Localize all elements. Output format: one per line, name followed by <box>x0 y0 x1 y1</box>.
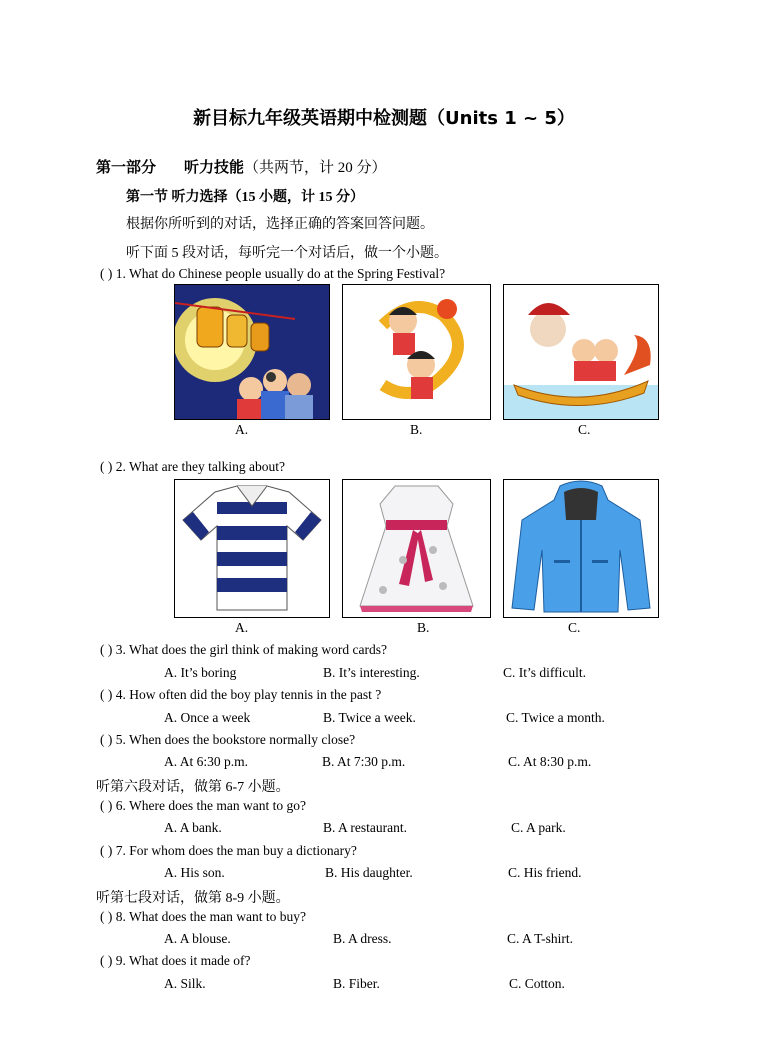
option-2c[interactable]: C. <box>568 620 581 635</box>
dress-image <box>342 479 491 618</box>
part-note: （共两节，计 20 分） <box>244 160 387 176</box>
answer-bracket[interactable]: ( ) <box>100 459 113 474</box>
option-9c[interactable]: C. Cotton. <box>509 976 565 991</box>
option-5c[interactable]: C. At 8:30 p.m. <box>508 754 592 769</box>
option-9a[interactable]: A. Silk. <box>164 976 206 991</box>
option-7c[interactable]: C. His friend. <box>508 865 582 880</box>
option-6a[interactable]: A. A bank. <box>164 820 222 835</box>
option-8b[interactable]: B. A dress. <box>333 931 392 946</box>
option-1a[interactable]: A. <box>235 422 249 437</box>
page-title: 新目标九年级英语期中检测题（Units 1 ~ 5） <box>193 108 575 129</box>
option-7a[interactable]: A. His son. <box>164 865 225 880</box>
option-8a[interactable]: A. A blouse. <box>164 931 231 946</box>
option-7b[interactable]: B. His daughter. <box>325 865 413 880</box>
answer-bracket[interactable]: ( ) <box>100 642 113 657</box>
option-5b[interactable]: B. At 7:30 p.m. <box>322 754 406 769</box>
option-5a[interactable]: A. At 6:30 p.m. <box>164 754 249 769</box>
part-label: 第一部分 <box>96 158 157 176</box>
option-4a[interactable]: A. Once a week <box>164 710 251 725</box>
question-1: ( ) 1. What do Chinese people usually do at the Spring Festival? <box>100 266 446 281</box>
option-1c[interactable]: C. <box>578 422 591 437</box>
question-7: ( ) 7. For whom does the man buy a dictionary? <box>100 843 357 858</box>
question-6: ( ) 6. Where does the man want to go? <box>100 798 306 813</box>
dialog-6-note: 听第六段对话，做第 6-7 小题。 <box>96 780 290 795</box>
question-2: ( ) 2. What are they talking about? <box>100 459 285 474</box>
part-skill: 听力技能 <box>184 158 245 176</box>
dialog-7-note: 听第七段对话，做第 8-9 小题。 <box>96 891 290 906</box>
instruction-2: 听下面 5 段对话，每听完一个对话后，做一个小题。 <box>126 246 448 261</box>
question-5: ( ) 5. When does the bookstore normally close? <box>100 732 356 747</box>
option-1b[interactable]: B. <box>410 422 423 437</box>
option-9b[interactable]: B. Fiber. <box>333 976 380 991</box>
option-4c[interactable]: C. Twice a month. <box>506 710 605 725</box>
answer-bracket[interactable]: ( ) <box>100 266 113 281</box>
lantern-family-image <box>174 284 330 420</box>
dragon-dance-image <box>342 284 491 420</box>
answer-bracket[interactable]: ( ) <box>100 732 113 747</box>
option-8c[interactable]: C. A T-shirt. <box>507 931 574 946</box>
dragon-boat-image <box>503 284 659 420</box>
option-4b[interactable]: B. Twice a week. <box>323 710 416 725</box>
answer-bracket[interactable]: ( ) <box>100 909 113 924</box>
answer-bracket[interactable]: ( ) <box>100 843 113 858</box>
answer-bracket[interactable]: ( ) <box>100 798 113 813</box>
option-3a[interactable]: A. It’s boring <box>164 665 237 680</box>
option-6b[interactable]: B. A restaurant. <box>323 820 407 835</box>
option-2a[interactable]: A. <box>235 620 249 635</box>
answer-bracket[interactable]: ( ) <box>100 953 113 968</box>
jacket-image <box>503 479 659 618</box>
question-4: ( ) 4. How often did the boy play tennis in the past ? <box>100 687 382 702</box>
option-3b[interactable]: B. It’s interesting. <box>323 665 420 680</box>
part-heading <box>96 156 387 177</box>
answer-bracket[interactable]: ( ) <box>100 687 113 702</box>
option-2b[interactable]: B. <box>417 620 430 635</box>
option-6c[interactable]: C. A park. <box>511 820 566 835</box>
question-8: ( ) 8. What does the man want to buy? <box>100 909 306 924</box>
section-heading: 第一节 听力选择（15 小题，计 15 分） <box>126 190 364 205</box>
striped-tshirt-image <box>174 479 330 618</box>
instruction-1: 根据你所听到的对话，选择正确的答案回答问题。 <box>126 217 434 232</box>
question-9: ( ) 9. What does it made of? <box>100 953 251 968</box>
question-3: ( ) 3. What does the girl think of making word cards? <box>100 642 387 657</box>
option-3c[interactable]: C. It’s difficult. <box>503 665 586 680</box>
